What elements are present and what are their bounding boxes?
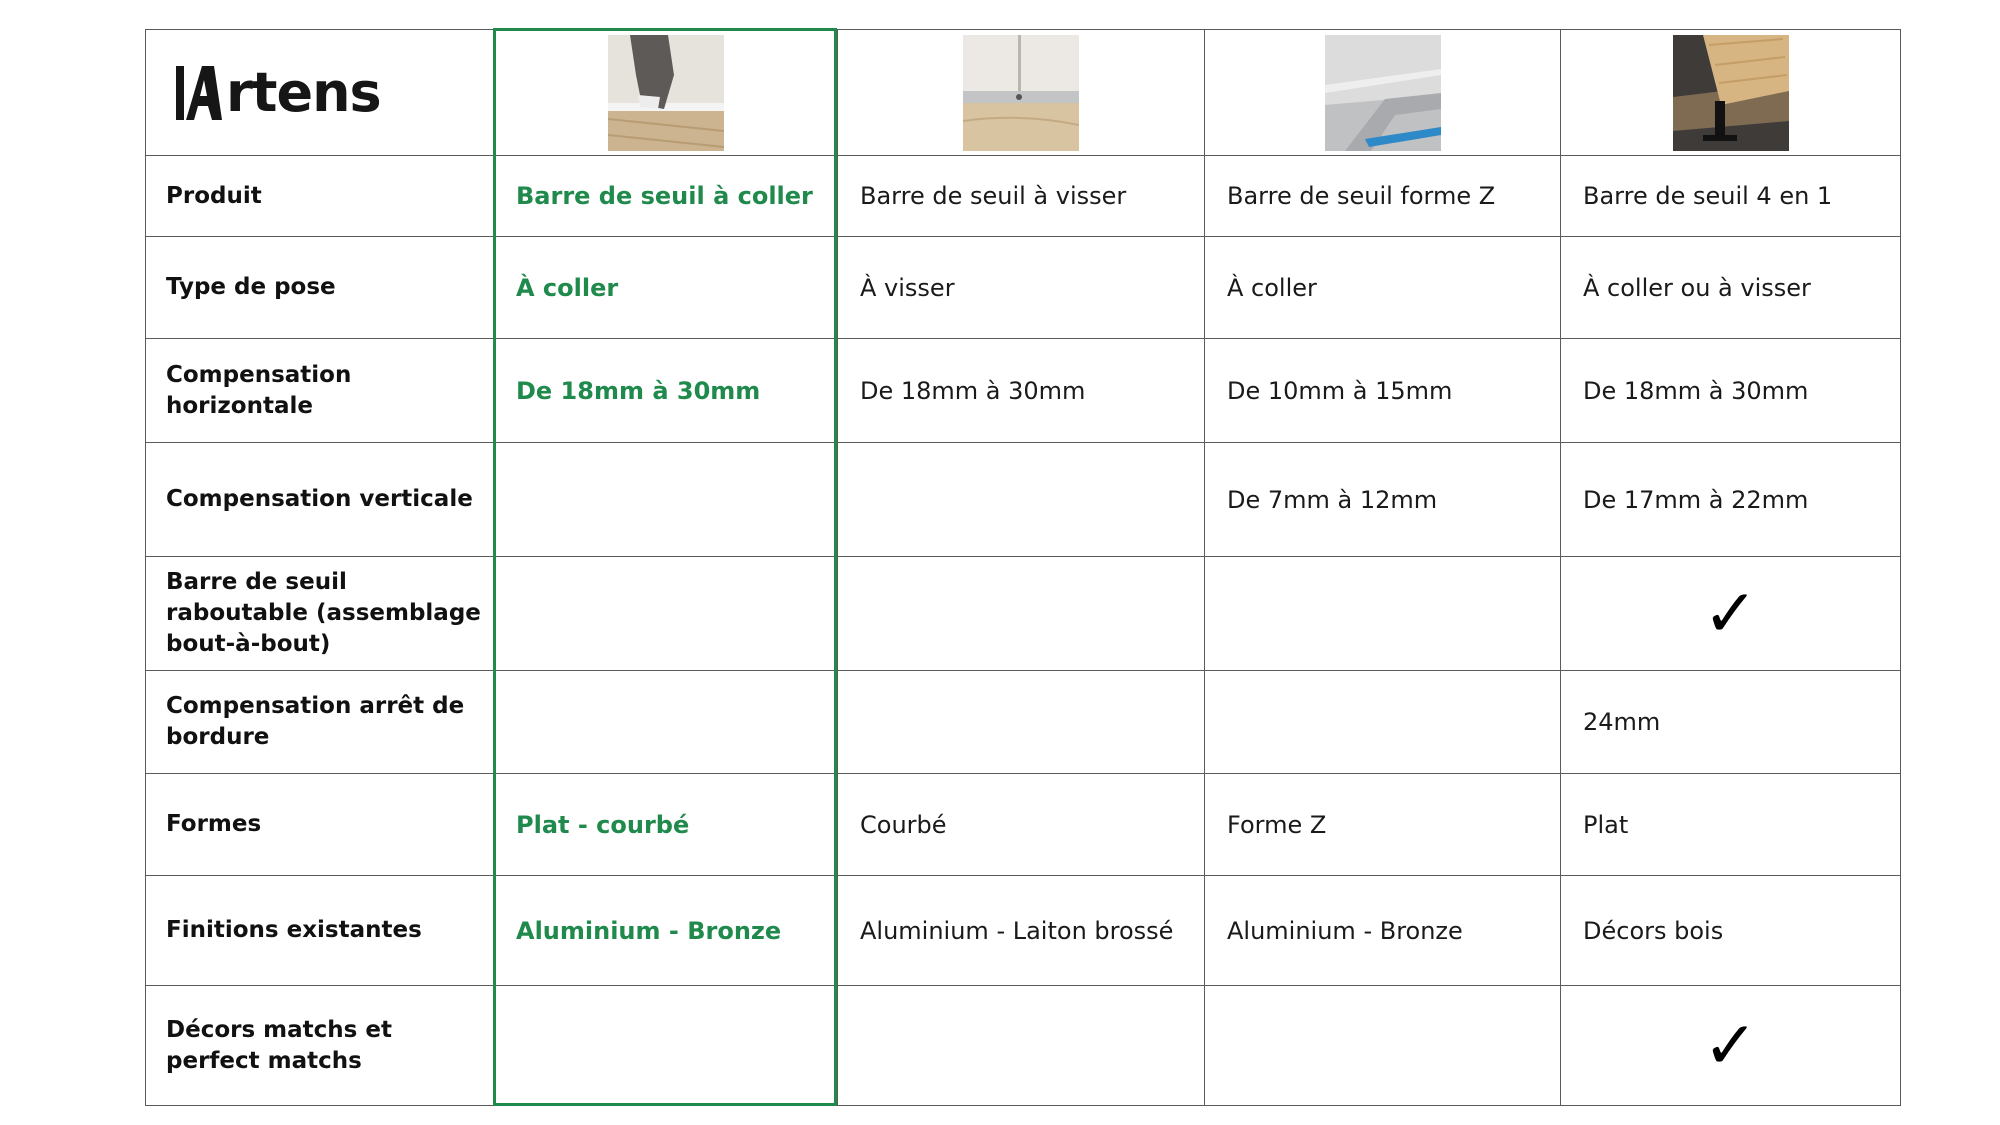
cell-value: À coller ou à visser xyxy=(1561,237,1901,339)
row-arret-de-bordure xyxy=(146,671,1901,774)
threshold-glue-photo xyxy=(608,35,724,151)
cell-value: De 17mm à 22mm xyxy=(1561,443,1901,557)
row-type-de-pose xyxy=(146,237,1901,339)
checkmark-icon: ✓ xyxy=(1561,986,1901,1106)
cell-value: Barre de seuil forme Z xyxy=(1205,156,1561,237)
cell-value xyxy=(494,671,838,774)
cell-value: Aluminium - Bronze xyxy=(1205,876,1561,986)
cell-value: Barre de seuil 4 en 1 xyxy=(1561,156,1901,237)
cell-value xyxy=(494,557,838,671)
row-label: Compensation arrêt de bordure xyxy=(146,671,494,774)
row-label: Formes xyxy=(146,774,494,876)
cell-value: De 7mm à 12mm xyxy=(1205,443,1561,557)
cell-value: Barre de seuil à coller xyxy=(494,156,838,237)
artens-logo-icon xyxy=(176,62,222,124)
cell-value: Courbé xyxy=(838,774,1205,876)
cell-value: À coller xyxy=(494,237,838,339)
row-label: Barre de seuil raboutable (assemblage bout-à-bout) xyxy=(146,557,494,671)
header-row xyxy=(146,30,1901,156)
cell-value xyxy=(1205,986,1561,1106)
row-formes xyxy=(146,774,1901,876)
row-label: Décors matchs et perfect matchs xyxy=(146,986,494,1106)
product-image-cell-1 xyxy=(494,30,838,156)
threshold-4in1-photo xyxy=(1673,35,1789,151)
cell-value xyxy=(838,986,1205,1106)
comparison-table-wrapper xyxy=(145,29,1900,1105)
cell-value xyxy=(1205,557,1561,671)
row-label: Produit xyxy=(146,156,494,237)
cell-value: Barre de seuil à visser xyxy=(838,156,1205,237)
threshold-z-photo xyxy=(1325,35,1441,151)
row-compensation-verticale xyxy=(146,443,1901,557)
cell-value: Forme Z xyxy=(1205,774,1561,876)
cell-value: De 18mm à 30mm xyxy=(838,339,1205,443)
cell-value: Aluminium - Laiton brossé xyxy=(838,876,1205,986)
cell-value xyxy=(838,557,1205,671)
cell-value xyxy=(494,986,838,1106)
cell-value: Décors bois xyxy=(1561,876,1901,986)
product-image-cell-2 xyxy=(838,30,1205,156)
row-label: Type de pose xyxy=(146,237,494,339)
logo-cell xyxy=(146,30,494,156)
cell-value: 24mm xyxy=(1561,671,1901,774)
cell-value xyxy=(838,671,1205,774)
cell-value xyxy=(1205,671,1561,774)
cell-value: De 10mm à 15mm xyxy=(1205,339,1561,443)
comparison-table xyxy=(145,29,1901,1106)
brand-name: rtens xyxy=(226,61,381,124)
cell-value: À visser xyxy=(838,237,1205,339)
cell-value: Aluminium - Bronze xyxy=(494,876,838,986)
cell-value: De 18mm à 30mm xyxy=(494,339,838,443)
cell-value: Plat - courbé xyxy=(494,774,838,876)
cell-value: De 18mm à 30mm xyxy=(1561,339,1901,443)
row-finitions xyxy=(146,876,1901,986)
cell-value: À coller xyxy=(1205,237,1561,339)
row-raboutable xyxy=(146,557,1901,671)
row-label: Finitions existantes xyxy=(146,876,494,986)
cell-value xyxy=(838,443,1205,557)
product-image-cell-3 xyxy=(1205,30,1561,156)
cell-value: Plat xyxy=(1561,774,1901,876)
checkmark-icon: ✓ xyxy=(1561,557,1901,671)
cell-value xyxy=(494,443,838,557)
row-label: Compensation verticale xyxy=(146,443,494,557)
brand-logo xyxy=(146,61,493,124)
row-produit xyxy=(146,156,1901,237)
row-label: Compensation horizontale xyxy=(146,339,494,443)
row-decors-matchs xyxy=(146,986,1901,1106)
threshold-screw-photo xyxy=(963,35,1079,151)
row-compensation-horizontale xyxy=(146,339,1901,443)
product-image-cell-4 xyxy=(1561,30,1901,156)
